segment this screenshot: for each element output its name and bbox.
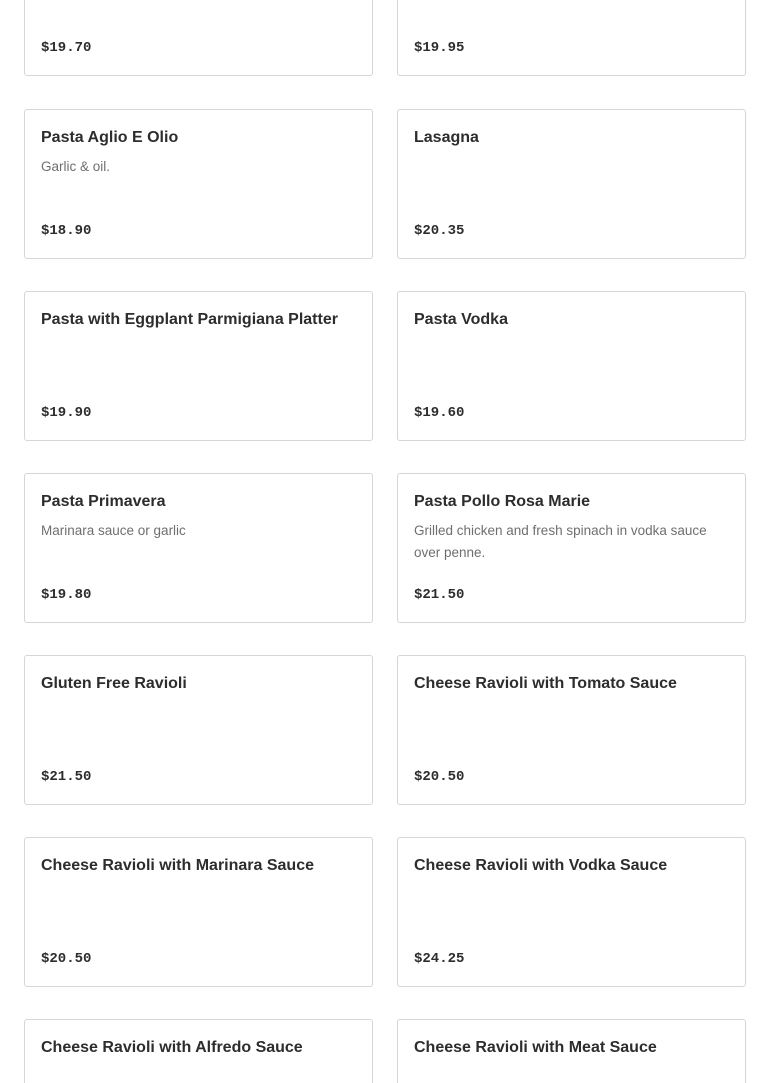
menu-item-name: Cheese Ravioli with Vodka Sauce — [414, 857, 668, 874]
menu-item-price: $19.95 — [414, 40, 465, 56]
menu-item-price: $19.70 — [41, 40, 92, 56]
menu-item-card[interactable] — [24, 109, 373, 259]
menu-item-price: $20.50 — [414, 769, 465, 785]
menu-item-price: $21.50 — [41, 769, 92, 785]
menu-item-name: Cheese Ravioli with Alfredo Sauce — [41, 1039, 303, 1056]
menu-item-price: $19.60 — [414, 405, 465, 421]
menu-item-name: Cheese Ravioli with Tomato Sauce — [414, 675, 677, 692]
menu-item-name: Pasta Primavera — [41, 493, 166, 510]
menu-item-description: Garlic & oil. — [41, 159, 111, 174]
menu-item-price: $19.80 — [41, 587, 92, 603]
menu-item-card[interactable] — [24, 1019, 373, 1083]
menu-item-name: Pasta Aglio E Olio — [41, 129, 179, 146]
menu-item-price: $18.90 — [41, 223, 92, 239]
menu-item-price: $20.50 — [41, 951, 92, 967]
menu-item-name: Pasta with Eggplant Parmigiana Platter — [41, 311, 338, 328]
menu-item-description: Grilled chicken and fresh spinach in vodka sauce over penne. — [414, 523, 707, 560]
menu-item-card[interactable] — [24, 655, 373, 805]
menu-item-card[interactable] — [397, 0, 746, 76]
menu-item-description: Marinara sauce or garlic — [41, 523, 186, 538]
menu-item-card[interactable] — [397, 655, 746, 805]
menu-item-card[interactable] — [24, 837, 373, 987]
menu-item-price: $20.35 — [414, 223, 465, 239]
menu-item-name: Cheese Ravioli with Meat Sauce — [414, 1039, 657, 1056]
menu-item-card[interactable] — [397, 837, 746, 987]
menu-item-card[interactable] — [24, 291, 373, 441]
menu-item-card[interactable] — [24, 0, 373, 76]
menu-item-card[interactable] — [24, 473, 373, 623]
menu-item-name: Pasta Vodka — [414, 311, 508, 328]
menu-item-price: $19.90 — [41, 405, 92, 421]
menu-item-price: $21.50 — [414, 587, 465, 603]
menu-item-name: Cheese Ravioli with Marinara Sauce — [41, 857, 314, 874]
menu-item-name: Lasagna — [414, 129, 479, 146]
menu-item-card[interactable] — [397, 109, 746, 259]
menu-item-name: Gluten Free Ravioli — [41, 675, 187, 692]
menu-item-card[interactable] — [397, 473, 746, 623]
menu-item-name: Pasta Pollo Rosa Marie — [414, 493, 591, 510]
menu-item-price: $24.25 — [414, 951, 465, 967]
menu-item-card[interactable] — [397, 1019, 746, 1083]
menu-item-card[interactable] — [397, 291, 746, 441]
